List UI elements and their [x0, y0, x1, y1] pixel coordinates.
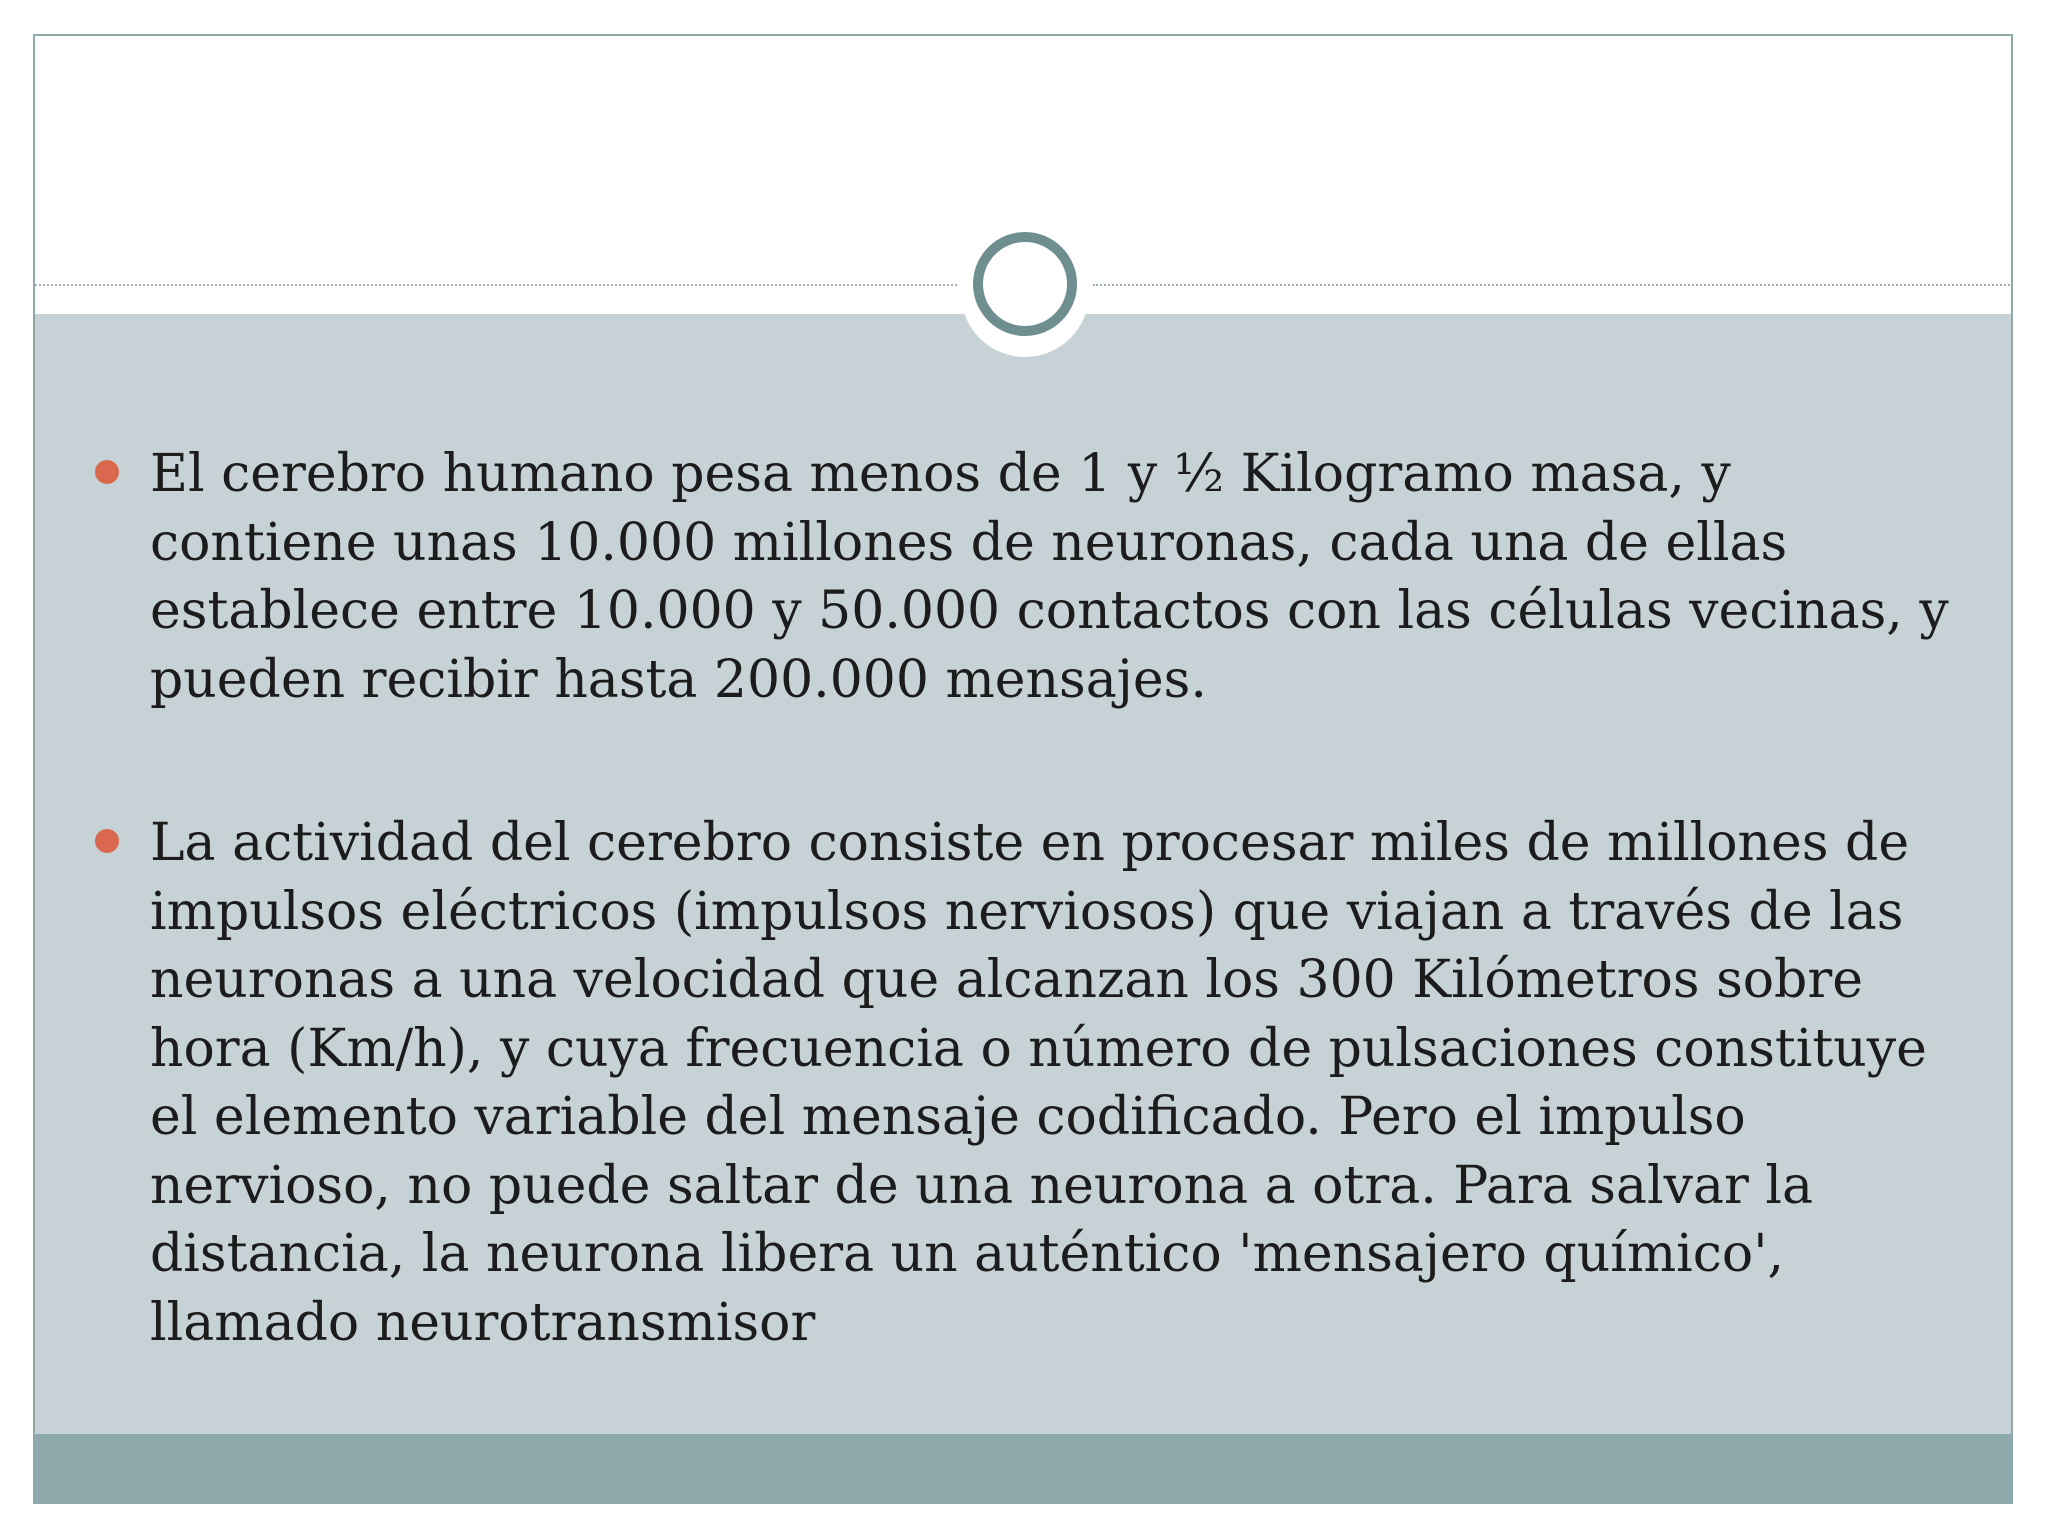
bullet-item — [150, 440, 1970, 714]
slide-content — [35, 36, 2011, 1502]
bullet-marker-icon — [95, 829, 119, 853]
bullet-text: La actividad del cerebro consiste en procesar miles de millones de impulsos eléctricos (impulsos nerviosos) que viajan a través de las neuronas a una velocidad que alcanzan los 300 Kilómetros sobre hora (Km/h), y cuya frecuencia o número de pulsaciones constituye el elemento variable del mensaje codificado. Pero el impulso nervioso, no puede saltar de una neurona a otra. Para salvar la distancia, la neurona libera un auténtico 'mensajero químico', llamado neurotransmisor — [150, 813, 1927, 1353]
bullet-item — [150, 809, 1970, 1357]
bullet-marker-icon — [95, 460, 119, 484]
bullet-text: El cerebro humano pesa menos de 1 y ½ Kilogramo masa, y contiene unas 10.000 millones de neuronas, cada una de ellas establece entre 10.000 y 50.000 contactos con las células vecinas, y pueden recibir hasta 200.000 mensajes. — [150, 444, 1949, 710]
slide — [33, 34, 2013, 1504]
